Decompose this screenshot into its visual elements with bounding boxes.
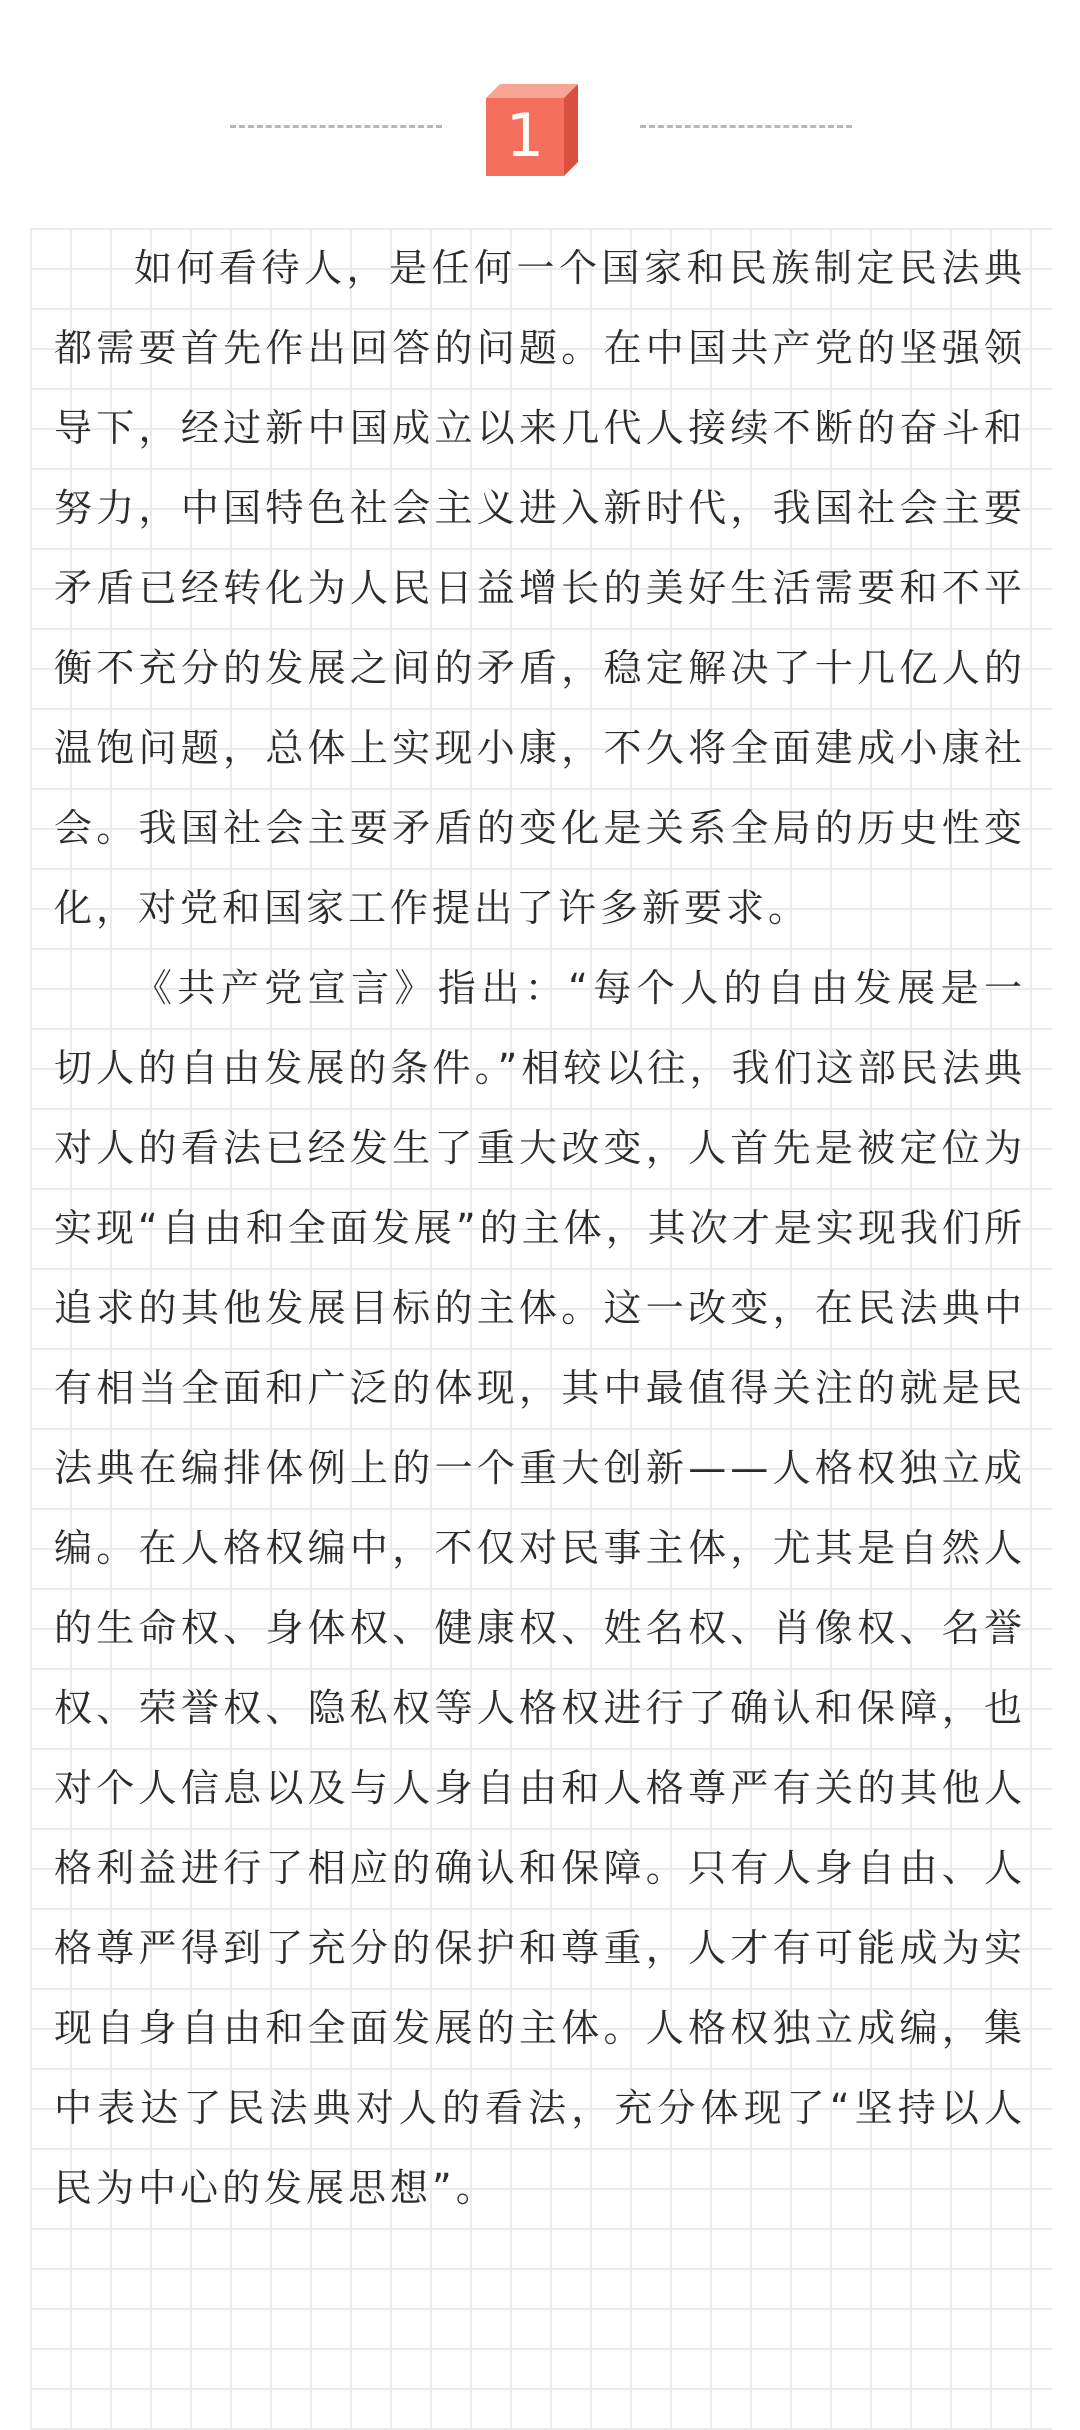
right-dashed-divider [640,125,852,128]
section-number-badge [486,84,578,176]
section-header [0,80,1080,180]
paragraph-1: 如何看待人，是任何一个国家和民族制定民法典都需要首先作出回答的问题。在中国共产党的坚强领导下，经过新中国成立以来几代人接续不断的奋斗和努力，中国特色社会主义进入新时代，我国社会主要矛盾已经转化为人民日益增长的美好生活需要和不平衡不充分的发展之间的矛盾，稳定解决了十几亿人的温饱问题，总体上实现小康，不久将全面建成小康社会。我国社会主要矛盾的变化是关系全局的历史性变化，对党和国家工作提出了许多新要求。 [54,246,1026,930]
section-number: 1 [505,101,545,171]
left-dashed-divider [230,125,442,128]
article-body [54,228,1026,2228]
paragraph-2: 《共产党宣言》指出：“每个人的自由发展是一切人的自由发展的条件。”相较以往，我们这部民法典对人的看法已经发生了重大改变，人首先是被定位为实现“自由和全面发展”的主体，其次才是实现我们所追求的其他发展目标的主体。这一改变，在民法典中有相当全面和广泛的体现，其中最值得关注的就是民法典在编排体例上的一个重大创新——人格权独立成编。在人格权编中，不仅对民事主体，尤其是自然人的生命权、身体权、健康权、姓名权、肖像权、名誉权、荣誉权、隐私权等人格权进行了确认和保障，也对个人信息以及与人身自由和人格尊严有关的其他人格利益进行了相应的确认和保障。只有人身自由、人格尊严得到了充分的保护和尊重，人才有可能成为实现自身自由和全面发展的主体。人格权独立成编，集中表达了民法典对人的看法，充分体现了“坚持以人民为中心的发展思想”。 [54,966,1026,2210]
